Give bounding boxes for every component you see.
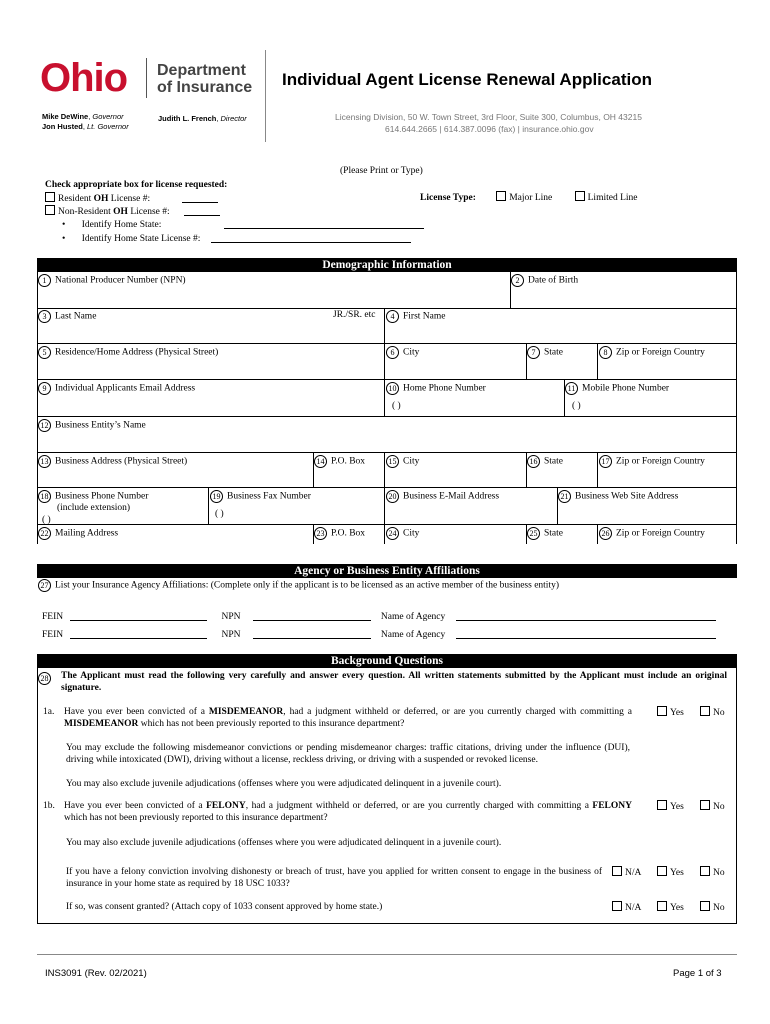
address-line: Licensing Division, 50 W. Town Street, 3rd Floor, Suite 300, Columbus, OH 43215	[335, 112, 642, 122]
agency-label: Name of Agency	[380, 630, 446, 640]
header-divider	[265, 50, 266, 142]
npn-label: NPN	[221, 630, 241, 640]
officials: Mike DeWine, Governor Jon Husted, Lt. Governor	[42, 112, 129, 131]
yes-label: Yes	[670, 708, 684, 718]
field-last-name[interactable]	[38, 310, 96, 323]
fein-label: FEIN	[42, 630, 64, 640]
business-fax-label: Business Fax Number	[227, 491, 311, 502]
na-label: N/A	[625, 868, 642, 878]
field-po-box[interactable]	[314, 455, 365, 468]
director-title: Director	[220, 114, 247, 123]
field-number: 17	[599, 455, 612, 468]
no-label: No	[713, 802, 725, 812]
home-license-field[interactable]	[211, 233, 411, 243]
business-name-label: Business Entity’s Name	[55, 420, 146, 431]
nonresident-post: License #:	[127, 207, 170, 217]
row-divider	[37, 379, 737, 380]
field-mailing-po-box[interactable]	[314, 527, 365, 540]
field-mailing-zip[interactable]	[599, 527, 705, 540]
footer-rule	[37, 954, 737, 955]
field-number: 25	[527, 527, 540, 540]
home-state-label: Identify Home State:	[81, 220, 162, 230]
yes-label: Yes	[670, 903, 684, 913]
na-label: N/A	[625, 903, 642, 913]
bg-right-border	[736, 668, 737, 924]
bg-left-border	[37, 668, 38, 924]
city-label: City	[403, 347, 420, 358]
yes-label: Yes	[670, 868, 684, 878]
field-number: 18	[38, 490, 51, 503]
no-checkbox[interactable]	[700, 706, 710, 716]
nonresident-checkbox[interactable]	[45, 205, 55, 215]
logo-divider	[146, 58, 147, 98]
granted-na[interactable]	[612, 901, 641, 913]
dept-line1: Department	[157, 62, 246, 79]
field-first-name[interactable]	[386, 310, 445, 323]
q1b-text	[64, 800, 632, 824]
page-number: Page 1 of 3	[673, 968, 722, 979]
field-business-name[interactable]	[38, 419, 146, 432]
business-fax-paren: ( )	[215, 509, 224, 519]
granted-no[interactable]	[700, 901, 725, 913]
business-address-label: Business Address (Physical Street)	[55, 456, 188, 467]
home-state-field[interactable]	[224, 219, 424, 229]
first-name-label: First Name	[403, 311, 446, 322]
row-divider	[37, 452, 737, 453]
mobile-phone-paren: ( )	[572, 401, 581, 411]
lt-governor-name: Jon Husted	[42, 122, 83, 131]
q1a-text	[64, 706, 632, 730]
home-phone-paren: ( )	[392, 401, 401, 411]
field-business-city[interactable]	[386, 455, 419, 468]
affiliations-instruction	[38, 579, 559, 592]
bullet-icon: •	[62, 234, 66, 244]
field-business-address[interactable]	[38, 455, 187, 468]
q1b-bold: FELONY	[206, 801, 246, 811]
q1b-bold2: FELONY	[592, 801, 632, 811]
field-number: 19	[210, 490, 223, 503]
fein-field[interactable]	[70, 629, 207, 639]
field-residence-address[interactable]	[38, 346, 218, 359]
q1a-bold: MISDEMEANOR	[208, 707, 284, 717]
business-state-label: State	[544, 456, 563, 467]
na-checkbox[interactable]	[612, 901, 622, 911]
col-divider	[597, 524, 598, 544]
felony-consent-question: If you have a felony conviction involving dishonesty or breach of trust, have you applied for written consent to engage in the business of insurance in your home state as required by 18 USC 1033?	[66, 867, 602, 889]
yes-checkbox[interactable]	[657, 866, 667, 876]
consent-granted-question: If so, was consent granted? (Attach copy of 1033 consent approved by home state.)	[66, 902, 383, 912]
governor-name: Mike DeWine	[42, 112, 89, 121]
major-line-checkbox[interactable]	[496, 191, 506, 201]
field-number: 8	[599, 346, 612, 359]
affiliations-instruction-text: List your Insurance Agency Affiliations: (Complete only if the applicant is to be licensed as an active member of the business entity)	[55, 580, 559, 591]
field-number: 20	[386, 490, 399, 503]
affiliations-header: Agency or Business Entity Affiliations	[37, 564, 737, 578]
po-box-label: P.O. Box	[331, 456, 366, 467]
field-mailing-city[interactable]	[386, 527, 419, 540]
lt-governor-title: Lt. Governor	[87, 122, 129, 131]
nonresident-license-field[interactable]	[184, 206, 220, 216]
field-home-phone[interactable]	[386, 382, 486, 395]
background-intro: The Applicant must read the following very carefully and answer every question. All written statements submitted by the Applicant must include an original signature.	[61, 671, 727, 693]
director: Judith L. French, Director	[158, 114, 247, 123]
exclude-misdemeanor: You may exclude the following misdemeanor convictions or pending misdemeanor charges: traffic citations, driving under the influence (DUI), driving while intoxicated (DWI), driving without a license, reckless driving, or driving with a suspended or revoked license.	[66, 743, 630, 765]
business-phone-sub: (include extension)	[57, 503, 131, 513]
q1a-pre: Have you ever been convicted of a	[64, 707, 209, 717]
form-number: INS3091 (Rev. 02/2021)	[45, 968, 147, 979]
field-number: 26	[599, 527, 612, 540]
yes-checkbox[interactable]	[657, 800, 667, 810]
field-number: 12	[38, 419, 51, 432]
ohio-logo-text: Ohio	[40, 56, 128, 100]
field-number: 6	[386, 346, 399, 359]
no-checkbox[interactable]	[700, 901, 710, 911]
q1b-no[interactable]	[700, 800, 725, 812]
field-number: 3	[38, 310, 51, 323]
field-number: 5	[38, 346, 51, 359]
no-checkbox[interactable]	[700, 866, 710, 876]
q1a-bold2: MISDEMEANOR	[64, 719, 139, 729]
check-heading: Check appropriate box for license requested:	[45, 180, 228, 190]
granted-yes[interactable]	[657, 901, 684, 913]
field-number: 10	[386, 382, 399, 395]
fein-label: FEIN	[42, 612, 64, 622]
affiliation-row	[42, 629, 716, 640]
field-business-fax[interactable]	[210, 490, 311, 503]
email-label: Individual Applicants Email Address	[55, 383, 196, 394]
resident-post: License #:	[108, 194, 151, 204]
zip-label: Zip or Foreign Country	[616, 347, 705, 358]
consent-yes[interactable]	[657, 866, 684, 878]
field-mailing-address[interactable]	[38, 527, 118, 540]
department-name	[157, 62, 252, 96]
col-divider	[384, 308, 385, 343]
license-type-row	[420, 191, 638, 203]
npn-label: NPN	[221, 612, 241, 622]
business-zip-label: Zip or Foreign Country	[616, 456, 705, 467]
resident-checkbox[interactable]	[45, 192, 55, 202]
q1b-yes[interactable]	[657, 800, 684, 812]
q1b-mid: , had a judgment withheld or deferred, or are you currently charged with committing a	[245, 801, 593, 811]
row-divider	[37, 308, 737, 309]
juvenile-note-2: You may also exclude juvenile adjudications (offenses where you were adjudicated delinquent in a juvenile court).	[66, 838, 502, 848]
director-name: Judith L. French	[158, 114, 217, 123]
field-number: 11	[565, 382, 578, 395]
field-number: 14	[314, 455, 327, 468]
agency-label: Name of Agency	[380, 612, 446, 622]
field-number: 7	[527, 346, 540, 359]
field-state[interactable]	[527, 346, 563, 359]
field-suffix[interactable]: JR./SR. etc	[333, 310, 376, 320]
field-number: 15	[386, 455, 399, 468]
home-license-row	[62, 233, 411, 244]
nonresident-oh: OH	[113, 207, 128, 217]
dept-line2: of Insurance	[157, 79, 253, 96]
form-title: Individual Agent License Renewal Application	[282, 70, 652, 89]
business-city-label: City	[403, 456, 420, 467]
q1a-mid: , had a judgment withheld or deferred, or are you currently charged with committing a	[283, 707, 632, 717]
consent-no[interactable]	[700, 866, 725, 878]
business-phone-paren: ( )	[42, 515, 51, 525]
field-number: 2	[511, 274, 524, 287]
nonresident-option[interactable]	[45, 205, 220, 217]
field-business-phone[interactable]	[38, 490, 148, 503]
last-name-label: Last Name	[55, 311, 97, 322]
field-number: 23	[314, 527, 327, 540]
mailing-address-label: Mailing Address	[55, 528, 119, 539]
field-dob[interactable]	[511, 274, 578, 287]
home-phone-label: Home Phone Number	[403, 383, 486, 394]
mailing-po-box-label: P.O. Box	[331, 528, 366, 539]
field-mailing-state[interactable]	[527, 527, 563, 540]
no-label: No	[713, 708, 725, 718]
fein-field[interactable]	[70, 611, 207, 621]
background-header: Background Questions	[37, 654, 737, 668]
q1b-label: 1b.	[43, 801, 55, 811]
col-divider	[208, 487, 209, 524]
contact-line: 614.644.2665 | 614.387.0096 (fax) | insurance.ohio.gov	[385, 124, 594, 134]
npn-field[interactable]	[253, 611, 371, 621]
row-divider	[37, 487, 737, 488]
juvenile-note-1: You may also exclude juvenile adjudications (offenses where you were adjudicated delinquent in a juvenile court).	[66, 779, 502, 789]
field-number: 1	[38, 274, 51, 287]
yes-label: Yes	[670, 802, 684, 812]
field-number: 28	[38, 672, 51, 685]
ohio-logo	[40, 56, 140, 100]
field-business-website[interactable]	[558, 490, 678, 503]
col-divider	[384, 524, 385, 544]
state-label: State	[544, 347, 563, 358]
governor-title: Governor	[92, 112, 124, 121]
field-business-state[interactable]	[527, 455, 563, 468]
field-business-email[interactable]	[386, 490, 499, 503]
agency-field[interactable]	[456, 611, 716, 621]
col-divider	[384, 343, 385, 379]
q1a-label: 1a.	[43, 707, 55, 717]
mailing-zip-label: Zip or Foreign Country	[616, 528, 705, 539]
q1a-no[interactable]	[700, 706, 725, 718]
col-divider	[384, 452, 385, 487]
row-divider	[37, 524, 737, 525]
npn-label: National Producer Number (NPN)	[55, 275, 186, 286]
col-divider	[597, 452, 598, 487]
consent-na[interactable]	[612, 866, 641, 878]
limited-line-checkbox[interactable]	[575, 191, 585, 201]
field-mobile-phone[interactable]	[565, 382, 669, 395]
row-divider	[37, 416, 737, 417]
field-zip[interactable]	[599, 346, 705, 359]
resident-label: Resident	[58, 194, 94, 204]
q1a-yes[interactable]	[657, 706, 684, 718]
nonresident-label: Non-Resident	[58, 207, 114, 217]
major-line-label: Major Line	[509, 193, 553, 203]
resident-option[interactable]	[45, 192, 218, 204]
q1a-post: which has not been previously reported to this insurance department?	[138, 719, 405, 729]
mailing-state-label: State	[544, 528, 563, 539]
business-email-label: Business E-Mail Address	[403, 491, 500, 502]
print-note: (Please Print or Type)	[340, 166, 423, 176]
bullet-icon: •	[62, 220, 66, 230]
field-number: 9	[38, 382, 51, 395]
resident-license-field[interactable]	[182, 193, 218, 203]
limited-line-label: Limited Line	[587, 193, 638, 203]
dob-label: Date of Birth	[528, 275, 579, 286]
col-divider	[384, 379, 385, 416]
field-email[interactable]	[38, 382, 195, 395]
business-website-label: Business Web Site Address	[575, 491, 679, 502]
field-city[interactable]	[386, 346, 419, 359]
business-phone-label: Business Phone Number	[55, 491, 149, 502]
q1b-post: which has not been previously reported to this insurance department?	[64, 813, 328, 823]
demographic-header: Demographic Information	[37, 258, 737, 272]
na-checkbox[interactable]	[612, 866, 622, 876]
mobile-phone-label: Mobile Phone Number	[582, 383, 670, 394]
yes-checkbox[interactable]	[657, 706, 667, 716]
field-number: 27	[38, 579, 51, 592]
field-number: 21	[558, 490, 571, 503]
demo-right-border	[736, 272, 737, 544]
field-number: 24	[386, 527, 399, 540]
resident-oh: OH	[93, 194, 109, 204]
field-number: 4	[386, 310, 399, 323]
field-number: 16	[527, 455, 540, 468]
yes-checkbox[interactable]	[657, 901, 667, 911]
agency-field[interactable]	[456, 629, 716, 639]
no-label: No	[713, 868, 725, 878]
no-label: No	[713, 903, 725, 913]
home-license-label: Identify Home State License #:	[81, 234, 201, 244]
q1b-pre: Have you ever been convicted of a	[64, 801, 207, 811]
row-divider	[37, 343, 737, 344]
residence-address-label: Residence/Home Address (Physical Street)	[55, 347, 219, 358]
field-number: 13	[38, 455, 51, 468]
field-business-zip[interactable]	[599, 455, 705, 468]
npn-field[interactable]	[253, 629, 371, 639]
field-npn[interactable]	[38, 274, 186, 287]
license-type-label: License Type:	[420, 193, 476, 203]
bg-bottom-border	[37, 923, 737, 924]
mailing-city-label: City	[403, 528, 420, 539]
col-divider	[597, 343, 598, 379]
col-divider	[384, 487, 385, 524]
field-number: 22	[38, 527, 51, 540]
no-checkbox[interactable]	[700, 800, 710, 810]
affiliation-row	[42, 611, 716, 622]
home-state-row	[62, 219, 424, 230]
